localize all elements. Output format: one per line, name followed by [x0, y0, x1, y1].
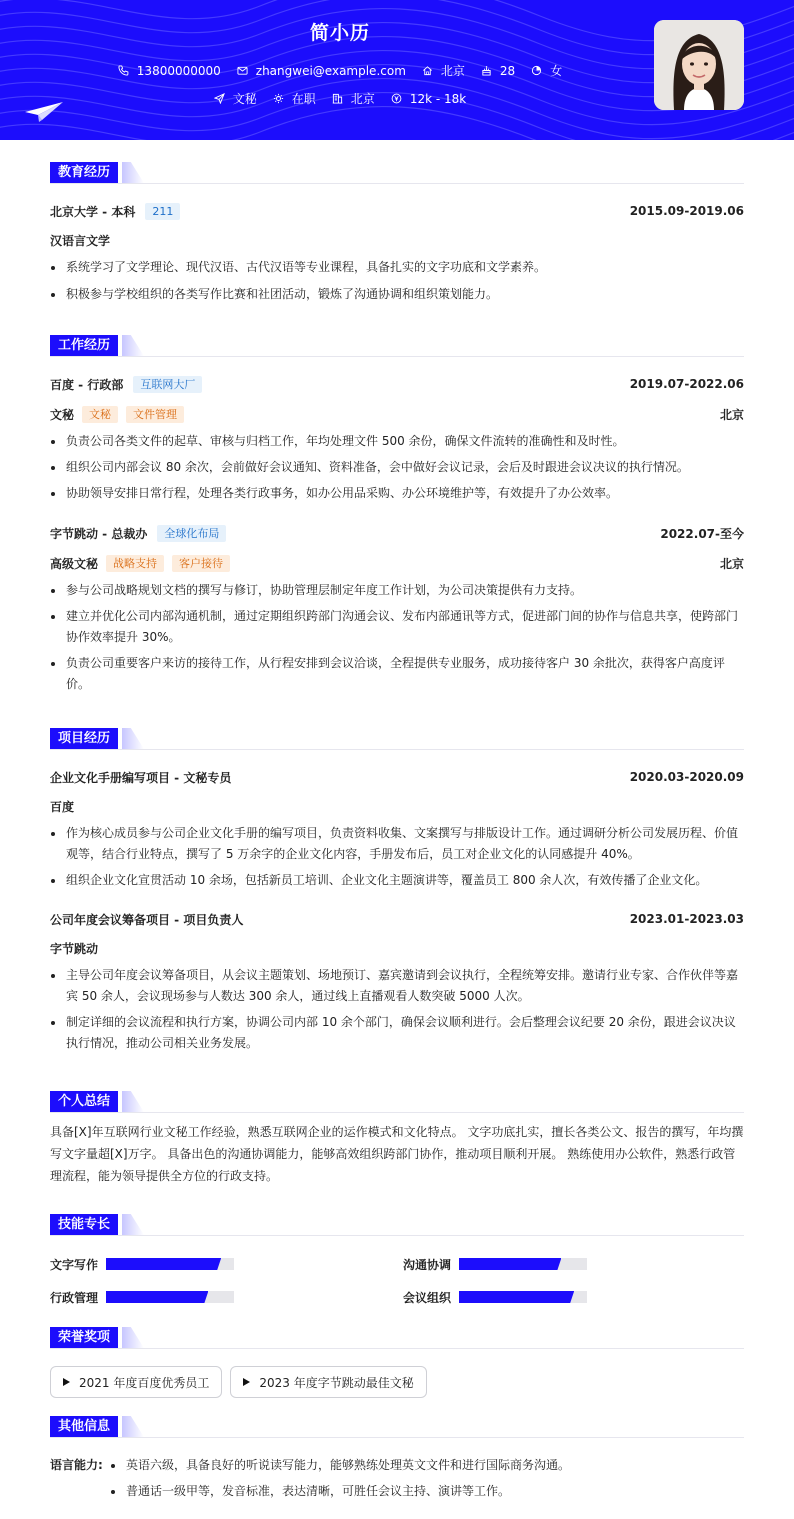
- title-decoration: [122, 1416, 144, 1437]
- project-org: 字节跳动: [50, 942, 99, 956]
- skill-bar: [106, 1258, 234, 1270]
- salary-info: [391, 92, 466, 106]
- salary-icon: [391, 93, 402, 104]
- gender-icon: [531, 65, 542, 76]
- paper-plane-icon: [24, 100, 64, 124]
- list-item: 组织公司内部会议 80 余次，会前做好会议通知、资料准备，会中做好会议记录，会后及时跟进会议决议的执行情况。: [50, 457, 744, 478]
- skill-name: 沟通协调: [403, 1257, 452, 1272]
- skill-bar: [459, 1258, 587, 1270]
- section-title-label: 其他信息: [50, 1416, 118, 1437]
- position: 文秘: [50, 407, 75, 422]
- list-item: 积极参与学校组织的各类写作比赛和社团活动，锻炼了沟通协调和组织策划能力。: [50, 284, 744, 305]
- skill-name: 行政管理: [50, 1290, 99, 1305]
- profile-photo: [654, 20, 744, 110]
- school-name: 北京大学 - 本科: [50, 204, 136, 219]
- language-bullets: [110, 1455, 570, 1502]
- language-label: 语言能力:: [50, 1458, 103, 1472]
- summary-text: 具备[X]年互联网行业文秘工作经验，熟悉互联网企业的运作模式和文化特点。 文字功底扎实，擅长各类公文、报告的撰写，年均撰写文字量超[X]万字。 具备出色的沟通协调能力，能够高效组织跨部门协作，推动项目顺利开展。 熟练使用办公软件，熟悉行政管理流程，能为领导提供全方位的行政支持。: [50, 1125, 744, 1183]
- list-item: 系统学习了文学理论、现代汉语、古代汉语等专业课程，具备扎实的文字功底和文学素养。: [50, 257, 744, 278]
- target-city-info: [332, 90, 375, 107]
- summary-title: [50, 1091, 744, 1113]
- education-bullets: [50, 257, 744, 305]
- major: 汉语言文学: [50, 234, 111, 248]
- projects-section: [50, 728, 744, 1054]
- contact-row: [0, 62, 680, 79]
- resume-header: [0, 0, 794, 140]
- play-icon: [243, 1378, 250, 1386]
- awards-list: [50, 1366, 744, 1398]
- gender: 女: [550, 64, 563, 78]
- list-item: 作为核心成员参与公司企业文化手册的编写项目，负责资料收集、文案撰写与排版设计工作。通过调研分析公司发展历程、价值观等，结合行业特点，撰写了 5 万余字的企业文化内容，手册发布后，员工对企业文化的认同感提升 40%。: [50, 823, 744, 865]
- job-location: 北京: [719, 407, 744, 422]
- job-date: 2022.07-至今: [660, 526, 744, 541]
- skills-grid: [50, 1255, 744, 1306]
- other-section: [50, 1416, 744, 1502]
- gender-info: [531, 62, 562, 79]
- skill-name: 文字写作: [50, 1257, 99, 1272]
- list-item: 负责公司重要客户来访的接待工作，从行程安排到会议洽谈，全程提供专业服务，成功接待客户 30 余批次，获得客户高度评价。: [50, 653, 744, 695]
- education-date: 2015.09-2019.06: [629, 204, 744, 218]
- job-bullets: [50, 431, 744, 504]
- send-icon: [214, 93, 225, 104]
- project-row: [50, 768, 744, 786]
- cake-icon: [481, 65, 492, 76]
- project-name: 公司年度会议筹备项目 - 项目负责人: [50, 912, 244, 927]
- project-org: 百度: [50, 800, 75, 814]
- job-intent-row: [0, 90, 680, 107]
- award-label: 2021 年度百度优秀员工: [79, 1375, 210, 1390]
- list-item: 协助领导安排日常行程，处理各类行政事务，如办公用品采购、办公环境维护等，有效提升了办公效率。: [50, 483, 744, 504]
- phone-info: [118, 64, 221, 78]
- position: 高级文秘: [50, 556, 99, 571]
- title-decoration: [122, 1214, 144, 1235]
- skill-item: [403, 1288, 744, 1306]
- project-bullets: [50, 965, 744, 1054]
- projects-title: [50, 728, 744, 750]
- target-job: 文秘: [232, 92, 257, 106]
- company-name: 字节跳动 - 总裁办: [50, 526, 148, 541]
- skills-section: [50, 1214, 744, 1306]
- phone-number: 13800000000: [136, 63, 221, 78]
- company-badge: 互联网大厂: [133, 376, 202, 393]
- project-date: 2020.03-2020.09: [629, 770, 744, 784]
- position-row: [50, 405, 744, 423]
- project-row: [50, 910, 744, 928]
- mail-icon: [237, 65, 248, 76]
- skills-title: [50, 1214, 744, 1236]
- list-item: 建立并优化公司内部沟通机制，通过定期组织跨部门沟通会议、发布内部通讯等方式，促进部门间的协作与信息共享，使跨部门协作效率提升 30%。: [50, 606, 744, 648]
- title-decoration: [122, 1327, 144, 1348]
- title-decoration: [122, 162, 144, 183]
- section-title-label: 个人总结: [50, 1091, 118, 1112]
- target-city: 北京: [350, 92, 375, 106]
- title-decoration: [122, 728, 144, 749]
- education-row: [50, 202, 744, 220]
- building-icon: [332, 93, 343, 104]
- title-decoration: [122, 1091, 144, 1112]
- job-bullets: [50, 580, 744, 695]
- project-name: 企业文化手册编写项目 - 文秘专员: [50, 770, 232, 785]
- position-row: [50, 554, 744, 572]
- education-section: [50, 162, 744, 305]
- skill-bar: [106, 1291, 234, 1303]
- language-row: [50, 1455, 744, 1502]
- status-icon: [273, 93, 284, 104]
- tag-badge: 文件管理: [126, 406, 184, 423]
- skill-item: [50, 1288, 403, 1306]
- email-info: [237, 64, 406, 78]
- job-location: 北京: [719, 556, 744, 571]
- list-item: 组织企业文化宣贯活动 10 余场，包括新员工培训、企业文化主题演讲等，覆盖员工 800 余人次，有效传播了企业文化。: [50, 870, 744, 891]
- company-badge: 全球化布局: [157, 525, 226, 542]
- tag-badge: 文秘: [82, 406, 118, 423]
- tag-badge: 战略支持: [106, 555, 164, 572]
- status-info: [273, 90, 316, 107]
- city-info: [422, 62, 465, 79]
- skill-bar-fill: [459, 1291, 574, 1303]
- work-section: [50, 335, 744, 695]
- home-icon: [422, 65, 433, 76]
- project-date: 2023.01-2023.03: [629, 912, 744, 926]
- tag-badge: 客户接待: [172, 555, 230, 572]
- skill-bar-fill: [106, 1258, 221, 1270]
- award-item: [50, 1366, 222, 1398]
- school-badge: 211: [145, 203, 180, 220]
- skill-bar: [459, 1291, 587, 1303]
- awards-title: [50, 1327, 744, 1349]
- section-title-label: 荣誉奖项: [50, 1327, 118, 1348]
- list-item: 制定详细的会议流程和执行方案，协调公司内部 10 余个部门，确保会议顺利进行。会后整理会议纪要 20 余份，跟进会议决议执行情况，推动公司相关业务发展。: [50, 1012, 744, 1054]
- list-item: 负责公司各类文件的起草、审核与归档工作，年均处理文件 500 余份，确保文件流转的准确性和及时性。: [50, 431, 744, 452]
- list-item: 普通话一级甲等，发音标准，表达清晰，可胜任会议主持、演讲等工作。: [110, 1481, 570, 1502]
- section-title-label: 项目经历: [50, 728, 118, 749]
- candidate-name: 简小历: [309, 22, 370, 44]
- job-row: [50, 524, 744, 542]
- play-icon: [63, 1378, 70, 1386]
- age: 28: [499, 63, 516, 78]
- age-info: [481, 64, 515, 78]
- title-decoration: [122, 335, 144, 356]
- job-date: 2019.07-2022.06: [629, 377, 744, 391]
- work-title: [50, 335, 744, 357]
- email-address: zhangwei@example.com: [255, 63, 406, 78]
- summary-section: [50, 1091, 744, 1187]
- job-row: [50, 375, 744, 393]
- section-title-label: 技能专长: [50, 1214, 118, 1235]
- skill-name: 会议组织: [403, 1290, 452, 1305]
- list-item: 主导公司年度会议筹备项目，从会议主题策划、场地预订、嘉宾邀请到会议执行，全程统筹安排。邀请行业专家、合作伙伴等嘉宾 50 余人，会议现场参与人数达 300 余人，通过线上直播观看人数突破 5000 人次。: [50, 965, 744, 1007]
- project-bullets: [50, 823, 744, 891]
- list-item: 参与公司战略规划文档的撰写与修订，协助管理层制定年度工作计划，为公司决策提供有力支持。: [50, 580, 744, 601]
- section-title-label: 工作经历: [50, 335, 118, 356]
- phone-icon: [118, 65, 129, 76]
- skill-bar-fill: [459, 1258, 561, 1270]
- city: 北京: [440, 64, 465, 78]
- skill-item: [403, 1255, 744, 1273]
- list-item: 英语六级，具备良好的听说读写能力，能够熟练处理英文文件和进行国际商务沟通。: [110, 1455, 570, 1476]
- salary: 12k - 18k: [409, 91, 467, 106]
- job-status: 在职: [291, 92, 316, 106]
- job-info: [214, 90, 257, 107]
- award-label: 2023 年度字节跳动最佳文秘: [259, 1375, 414, 1390]
- award-item: [230, 1366, 426, 1398]
- awards-section: [50, 1327, 744, 1398]
- skill-item: [50, 1255, 403, 1273]
- section-title-label: 教育经历: [50, 162, 118, 183]
- education-title: [50, 162, 744, 184]
- skill-bar-fill: [106, 1291, 208, 1303]
- company-name: 百度 - 行政部: [50, 377, 124, 392]
- avatar: [654, 20, 744, 110]
- other-title: [50, 1416, 744, 1438]
